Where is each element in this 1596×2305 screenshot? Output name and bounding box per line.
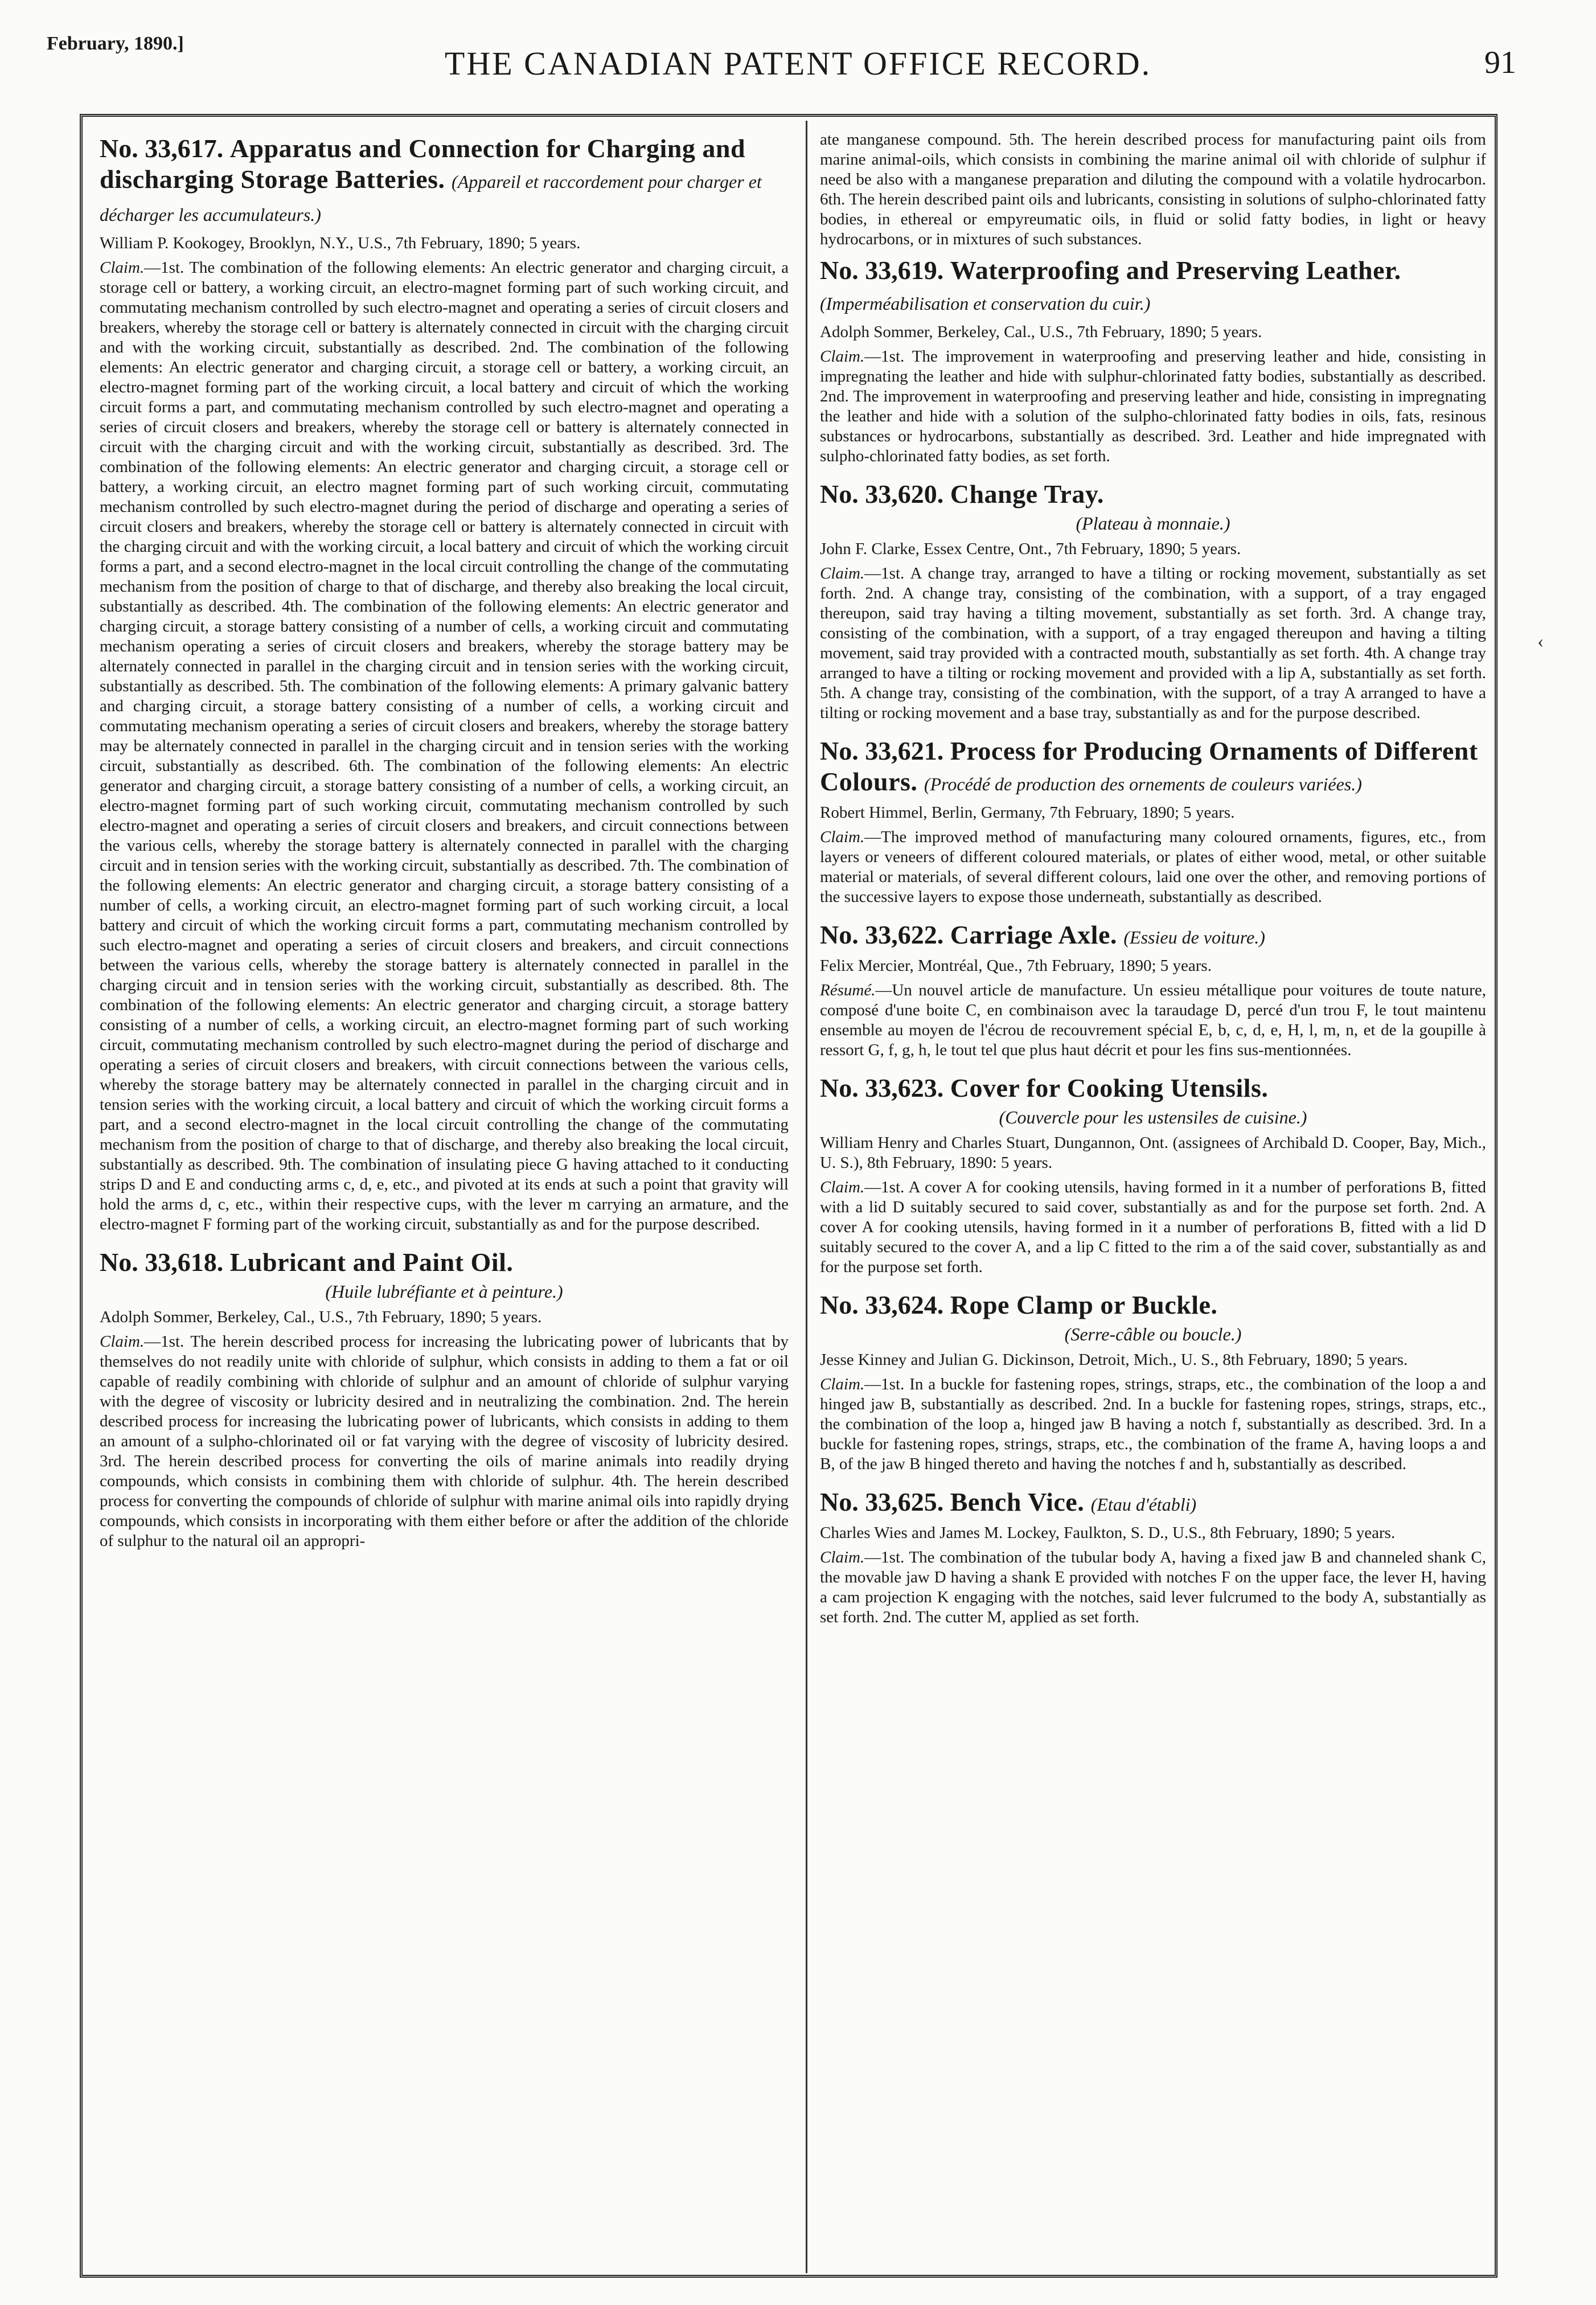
margin-mark-icon: ‹ — [1537, 631, 1544, 652]
left-column — [100, 130, 789, 2259]
claim-body: —1st. The combination of the following elements: An electric generator and charging circuit, a storage cell or battery, a working circuit, an electro-magnet forming part of such working circuit, and commutating mechanism controlled by such electro-magnet and operating a series of circuit closers and breakers, whereby the storage cell or battery is alternately connected in circuit with the charging circuit and with the working circuit, substantially as described. 2nd. The combination of the following elements: An electric generator and charging circuit, a storage cell or battery, a working circuit, an electro-magnet forming part of the working circuit, a local battery and circuit of which the working circuit forms a part, and commutating mechanism controlled by such electro-magnet and operating a series of circuit closers and breakers, whereby the storage cell or battery is alternately connected in circuit with the charging circuit and with the working circuit, substantially as described. 3rd. The combination of the following elements: An electric generator and charging circuit, a storage cell or battery, a working circuit, an electro magnet forming part of such working circuit, commutating mechanism controlled by such electro-magnet during the period of discharge and operating a series of circuit closers and breakers, whereby the storage cell or battery is alternately connected in circuit with the charging circuit and with the working circuit, a local battery and circuit of which the working circuit forms a part, and a second electro-magnet in the local circuit controlling the change of the commutating mechanism from the position of charge to that of discharge, and thereby also breaking the local circuit, substantially as described. 4th. The combination of the following elements: An electric generator and charging circuit, a storage battery consisting of a number of cells, a working circuit and commutating mechanism operating a series of circuit closers and breakers, whereby the storage battery may be alternately connected in parallel in the charging circuit and in tension series with the working circuit, substantially as described. 5th. The combination of the following elements: A primary galvanic battery and charging circuit, a storage battery consisting of a number of cells, a working circuit and commutating mechanism operating a series of circuit closers and breakers, whereby the storage battery may be alternately connected in parallel in the charging circuit and in tension series with the working circuit, substantially as described. 6th. The combination of the following elements: An electric generator and charging circuit, a storage battery consisting of a number of cells, a working circuit, an electro-magnet forming part of such working circuit, commutating mechanism controlled by such electro-magnet and operating a series of circuit closers and breakers, and circuit connections between the various cells, whereby the storage battery is alternately connected in parallel with the charging circuit and in tension series with the working circuit, substantially as described. 7th. The combination of the following elements: An electric generator and charging circuit, a storage battery consisting of a number of cells, a working circuit, an electro-magnet forming part of such working circuit, a local battery and circuit of which the working circuit forms a part, commutating mechanism controlled by such electro-magnet and operating a series of circuit closers and breakers, and circuit connections between the various cells, whereby the storage battery is alternately connected in parallel in the charging circuit and in tension series with the working circuit, substantially as described. 8th. The combination of the following elements: An electric generator and charging circuit, a storage battery consisting of a number of cells, a working circuit, an electro-magnet forming part of such working circuit, commutating mechanism controlled by such electro-magnet during the period of discharge and operating a series of circuit closers and breakers, with circuit connections between the various cells, whereby the storage battery may be alternately connected in parallel in the charging circuit and in tension series with the working circuit, a local battery and circuit of which the working circuit forms a part, and a second electro-magnet in the local circuit controlling the change of the commutating mechanism from the position of charge to that of discharge, and thereby also breaking the local circuit, substantially as described. 9th. The combination of insulating piece G having attached to it conducting strips D and E and conducting arms c, d, e, etc., and pivoted at its ends at such a point that gravity will hold the arms d, c, etc., within their respective cups, with the lever m carrying an armature, and the electro-magnet F forming part of the working circuit, substantially as and for the purpose described. — [100, 259, 789, 1233]
claim-text — [820, 981, 1486, 1060]
applicant-line: John F. Clarke, Essex Centre, Ont., 7th February, 1890; 5 years. — [820, 540, 1241, 558]
claim-body: —1st. A cover A for cooking utensils, having formed in it a number of perforations B, fitted with a lid D suitably secured to said cover, substantially as and for the purpose set forth. 2nd. A cover A for cooking utensils, having formed in it a number of perforations B, fitted with a lid D suitably secured to the cover A, and a lip C fitted to the rim a of the said cover, substantially as and for the purpose set forth. — [820, 1178, 1486, 1276]
patent-number: No. 33,623. — [820, 1073, 944, 1102]
applicant-line: William Henry and Charles Stuart, Dungannon, Ont. (assignees of Archibald D. Cooper, Bay, Mich., U. S.), 8th February, 1890: 5 years. — [820, 1134, 1486, 1172]
patent-number: No. 33,624. — [820, 1290, 944, 1319]
claim-label: Claim. — [820, 347, 865, 366]
patent-entry-33621 — [820, 736, 1486, 907]
french-translation: (Plateau à monnaie.) — [1076, 513, 1230, 534]
applicant-line: Felix Mercier, Montréal, Que., 7th February, 1890; 5 years. — [820, 957, 1212, 975]
patent-title: Change Tray. — [950, 479, 1104, 508]
patent-entry-33619 — [820, 255, 1486, 466]
patent-heading — [820, 1073, 1486, 1104]
patent-number: No. 33,622. — [820, 920, 944, 949]
patent-heading — [820, 1487, 1486, 1520]
patent-entry-33620 — [820, 479, 1486, 723]
claim-label: Claim. — [100, 1332, 145, 1351]
claim-body: —1st. The herein described process for increasing the lubricating power of lubricants that by themselves do not readily unite with chloride of sulphur, which consists in adding to them a fat or oil capable of readily combining with chloride of sulphur and an amount of chloride of sulphur varying with the degree of viscosity or lubricity desired and in neutralizing the combination. 2nd. The herein described process for increasing the lubricating power of lubricants, which consists in adding to them an amount of a sulpho-chlorinated oil or fat varying with the degree of viscosity of lubricity desired. 3rd. The herein described process for converting the oils of marine animals into readily drying compounds, which consists in combining them with chloride of sulphur. 4th. The herein described process for converting the compounds of chloride of sulphur with marine animal oils into rapidly drying compounds, which consists in incorporating with them either before or after the addition of the chloride of sulphur to the natural oil an appropri- — [100, 1332, 789, 1550]
claim-text — [820, 564, 1486, 723]
claim-label: Résumé. — [820, 981, 876, 999]
publication-title: THE CANADIAN PATENT OFFICE RECORD. — [444, 45, 1152, 82]
patent-title: Apparatus and Connection for Charging and discharging Storage Batteries. — [100, 134, 746, 194]
applicant-line: Robert Himmel, Berlin, Germany, 7th February, 1890; 5 years. — [820, 803, 1235, 822]
patent-title: Bench Vice. — [950, 1487, 1085, 1516]
patent-title: Process for Producing Ornaments of Different Colours. — [820, 736, 1478, 796]
french-translation: (Appareil et raccordement pour charger et décharger les accumulateurs.) — [100, 171, 762, 225]
applicant-line: Adolph Sommer, Berkeley, Cal., U.S., 7th February, 1890; 5 years. — [100, 1308, 542, 1326]
patent-entry-33625 — [820, 1487, 1486, 1627]
patent-entry-33623 — [820, 1073, 1486, 1277]
claim-label: Claim. — [820, 1178, 865, 1196]
claim-text — [100, 1332, 789, 1551]
patent-number: No. 33,619. — [820, 256, 944, 285]
applicant-line: William P. Kookogey, Brooklyn, N.Y., U.S., 7th February, 1890; 5 years. — [100, 234, 581, 252]
french-translation: (Couvercle pour les ustensiles de cuisine.) — [999, 1107, 1307, 1127]
patent-number: No. 33,625. — [820, 1487, 944, 1516]
patent-number: No. 33,621. — [820, 736, 944, 765]
claim-label: Claim. — [820, 1548, 865, 1566]
patent-number: No. 33,620. — [820, 479, 944, 508]
claim-label: Claim. — [100, 259, 145, 277]
patent-entry-33617 — [100, 133, 789, 1234]
page-number: 91 — [1484, 45, 1516, 80]
applicant-line: Jesse Kinney and Julian G. Dickinson, Detroit, Mich., U. S., 8th February, 1890; 5 years. — [820, 1351, 1408, 1369]
patent-title: Cover for Cooking Utensils. — [950, 1073, 1269, 1102]
claim-label: Claim. — [820, 1375, 865, 1393]
claim-body: —1st. The combination of the tubular body A, having a fixed jaw B and channeled shank C, the movable jaw D having a shank E provided with notches F on the upper face, the lever H, having a cam projection K engaging with the notches, said lever fulcrumed to the body A, substantially as set forth. 2nd. The cutter M, applied as set forth. — [820, 1548, 1486, 1626]
claim-text — [820, 1375, 1486, 1474]
patent-number: No. 33,618. — [100, 1248, 224, 1277]
claim-text — [820, 1178, 1486, 1277]
column-divider — [806, 121, 807, 2273]
french-translation: (Essieu de voiture.) — [1123, 927, 1265, 948]
patent-title: Carriage Axle. — [950, 920, 1117, 949]
patent-entry-33622 — [820, 920, 1486, 1060]
patent-heading — [100, 1247, 789, 1278]
french-translation: (Huile lubréfiante et à peinture.) — [325, 1281, 563, 1302]
french-translation: (Procédé de production des ornements de couleurs variées.) — [924, 774, 1362, 794]
patent-entry-33618 — [100, 1247, 789, 1551]
claim-body: —The improved method of manufacturing many coloured ornaments, figures, etc., from layers or veneers of different coloured materials, or plates of either wood, metal, or other suitable material or materials, of several different colours, laid one over the other, and removing portions of the successive layers to expose those underneath, substantially as described. — [820, 828, 1486, 906]
applicant-line: Adolph Sommer, Berkeley, Cal., U.S., 7th February, 1890; 5 years. — [820, 323, 1262, 341]
applicant-line: Charles Wies and James M. Lockey, Faulkton, S. D., U.S., 8th February, 1890; 5 years. — [820, 1524, 1396, 1542]
claim-text — [100, 258, 789, 1234]
patent-number: No. 33,617. — [100, 134, 224, 163]
claim-body: —Un nouvel article de manufacture. Un essieu métallique pour voitures de toute nature, composé d'une boite C, en combinaison avec la taraudage D, percé d'un trou F, le tout maintenu ensemble au moyen de l'écrou de recouvrement spécial E, b, c, d, e, H, l, m, n, et de la goupille à ressort G, f, g, h, le tout tel que plus haut décrit et pour les fins sus-mentionnées. — [820, 981, 1486, 1059]
patent-heading — [100, 133, 789, 230]
patent-heading — [820, 736, 1486, 799]
claim-body: —1st. The improvement in waterproofing and preserving leather and hide, consisting in impregnating the leather and hide with sulphur-chlorinated fatty bodies, substantially as described. 2nd. The improvement in waterproofing and preserving leather and hide, consisting in impregnating the leather and hide with a solution of the sulpho-chlorinated fatty bodies in oils, fats, resinous substances or hydrocarbons, substantially as described. 3rd. Leather and hide impregnated with sulpho-chlorinated fatty bodies, as set forth. — [820, 347, 1486, 465]
patent-heading — [820, 255, 1486, 319]
french-translation: (Imperméabilisation et conservation du cuir.) — [820, 293, 1151, 314]
claim-body: —1st. A change tray, arranged to have a tilting or rocking movement, substantially as set forth. 2nd. A change tray, consisting of the combination, with a support, of a tray engaged thereupon, said tray having a tilting movement, substantially as set forth. 3rd. A change tray, consisting of the combination, with a support, of a tray engaged thereupon and having a tilting movement, said tray provided with a contracted mouth, substantially as set forth. 4th. A change tray arranged to have a tilting or rocking movement and provided with a lip A, substantially as set forth. 5th. A change tray, consisting of the combination, with the support, of a tray A arranged to have a tilting or rocking movement and a base tray, substantially as and for the purpose described. — [820, 564, 1486, 722]
claim-label: Claim. — [820, 564, 865, 583]
french-translation: (Serre-câble ou boucle.) — [1064, 1324, 1242, 1344]
claim-text — [820, 827, 1486, 907]
claim-body: —1st. In a buckle for fastening ropes, strings, straps, etc., the combination of the loop a and hinged jaw B, substantially as described. 2nd. In a buckle for fastening ropes, strings, straps, etc., the combination of the loop a, hinged jaw B having a notch f, substantially as described. 3rd. In a buckle for fastening ropes, strings, straps, etc., the combination of the frame A, having loops a and B, of the jaw B hinged thereto and having the notches f and h, substantially as described. — [820, 1375, 1486, 1473]
patent-heading — [820, 920, 1486, 953]
issue-date: February, 1890.] — [47, 33, 184, 54]
claim-text — [820, 347, 1486, 466]
patent-title: Lubricant and Paint Oil. — [229, 1248, 514, 1277]
patent-title: Waterproofing and Preserving Leather. — [950, 256, 1401, 285]
right-column — [820, 130, 1486, 2259]
claim-label: Claim. — [820, 828, 865, 846]
continued-claim-text: ate manganese compound. 5th. The herein described process for manufacturing paint oils from marine animal-oils, which consists in combining the marine animal oil with chloride of sulphur if need be also with a manganese preparation and diluting the compound with a volatile hydrocarbon. 6th. The herein described paint oils and lubricants, consisting in solutions of sulpho-chlorinated fatty bodies, in ethereal or empyreumatic oils, in fluid or solid fatty bodies, in light or heavy hydrocarbons, or in mixtures of such substances. — [820, 130, 1486, 248]
claim-text — [820, 1548, 1486, 1627]
patent-heading — [820, 479, 1486, 510]
patent-heading — [820, 1290, 1486, 1320]
patent-title: Rope Clamp or Buckle. — [950, 1290, 1218, 1319]
french-translation: (Etau d'établi) — [1090, 1494, 1197, 1515]
patent-entry-33624 — [820, 1290, 1486, 1474]
